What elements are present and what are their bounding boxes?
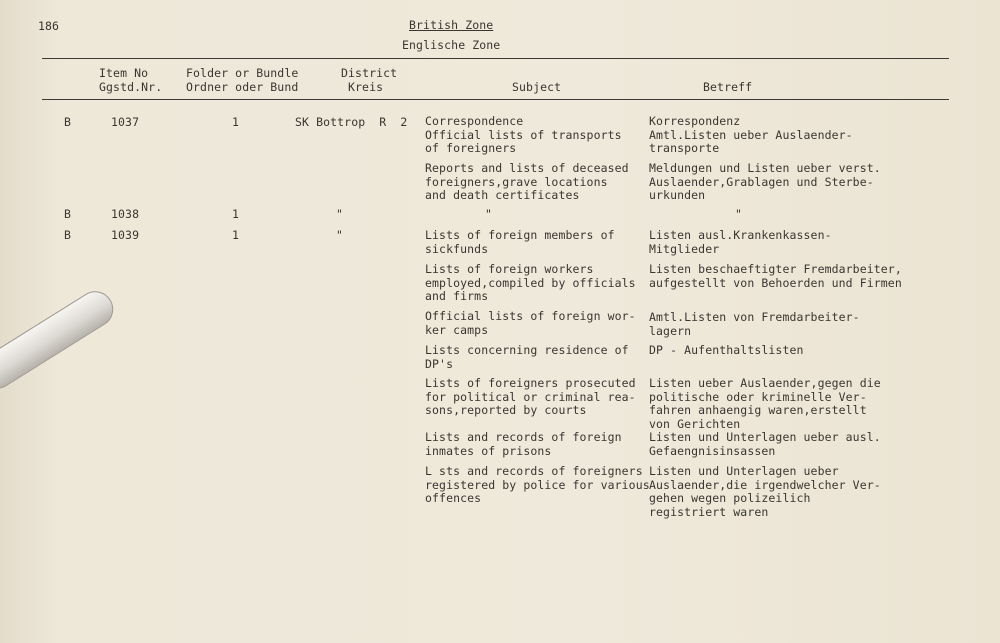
entry-subject: Correspondence Official lists of transports of foreigners — [425, 114, 622, 155]
header-folder-de: Ordner oder Bund — [186, 80, 299, 94]
item-district: " — [336, 228, 344, 242]
item-folder: 1 — [232, 228, 240, 242]
entry-subject: Lists concerning residence of DP's — [425, 343, 629, 371]
entry-betreff: DP - Aufenthaltslisten — [649, 343, 804, 357]
item-folder: 1 — [232, 207, 240, 221]
page-number: 186 — [38, 19, 60, 33]
header-item-no-de: Ggstd.Nr. — [99, 80, 163, 94]
item-letter: B — [64, 207, 72, 221]
entry-subject: " — [485, 207, 493, 221]
header-item-no-en: Item No — [99, 66, 149, 80]
entry-betreff: Listen und Unterlagen ueber Auslaender,die irgendwelcher Ver- gehen wegen polizeilich registriert waren — [649, 464, 881, 519]
entry-subject: Lists of foreign members of sickfunds — [425, 228, 615, 256]
header-subject: Subject — [512, 80, 562, 94]
header-folder-en: Folder or Bundle — [186, 66, 299, 80]
header-district-en: District — [341, 66, 398, 80]
zone-subtitle: Englische Zone — [402, 38, 501, 52]
header-rule — [42, 99, 949, 100]
header-district-de: Kreis — [348, 80, 384, 94]
entry-subject: Reports and lists of deceased foreigners,grave locations and death certificates — [425, 161, 629, 202]
entry-betreff: Listen ausl.Krankenkassen- Mitglieder — [649, 228, 832, 256]
header-betreff: Betreff — [703, 80, 753, 94]
entry-subject: L sts and records of foreigners registered by police for various offences — [425, 464, 650, 505]
entry-betreff: Meldungen und Listen ueber verst. Auslaender,Grablagen und Sterbe- urkunden — [649, 161, 881, 202]
item-district: SK Bottrop R 2 — [295, 115, 408, 129]
zone-title: British Zone — [409, 18, 494, 32]
item-number: 1039 — [111, 228, 140, 242]
item-number: 1038 — [111, 207, 140, 221]
item-district: " — [336, 207, 344, 221]
item-number: 1037 — [111, 115, 140, 129]
entry-betreff: Amtl.Listen von Fremdarbeiter- lagern — [649, 310, 860, 338]
entry-betreff: Listen und Unterlagen ueber ausl. Gefaengnisinsassen — [649, 430, 881, 458]
entry-subject: Lists of foreigners prosecuted for political or criminal rea- sons,reported by courts — [425, 376, 636, 417]
entry-betreff: Listen ueber Auslaender,gegen die politische oder kriminelle Ver- fahren anhaengig waren,erstellt von Gerichten — [649, 376, 881, 431]
item-letter: B — [64, 115, 72, 129]
entry-betreff: Korrespondenz Amtl.Listen ueber Auslaender- transporte — [649, 114, 853, 155]
top-rule — [42, 58, 949, 59]
entry-betreff: " — [735, 207, 743, 221]
item-folder: 1 — [232, 115, 240, 129]
paper-clip-graphic — [0, 284, 120, 395]
item-letter: B — [64, 228, 72, 242]
entry-subject: Lists and records of foreign inmates of prisons — [425, 430, 622, 458]
entry-subject: Lists of foreign workers employed,compiled by officials and firms — [425, 262, 636, 303]
entry-betreff: Listen beschaeftigter Fremdarbeiter, aufgestellt von Behoerden und Firmen — [649, 262, 902, 290]
entry-subject: Official lists of foreign wor- ker camps — [425, 309, 636, 337]
